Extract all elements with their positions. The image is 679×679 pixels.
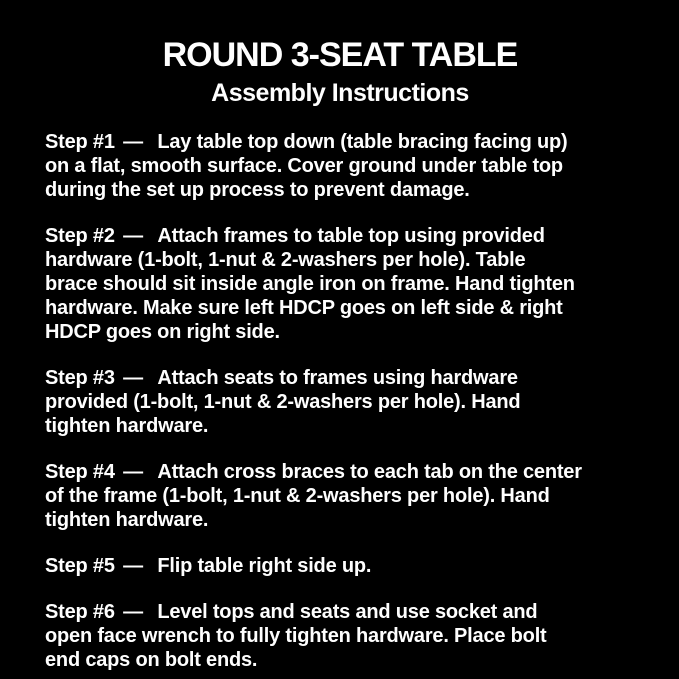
step-text-line: Attach seats to frames using hardware [157,367,518,389]
step-text-line: of the frame (1-bolt, 1-nut & 2-washers per hole). Hand [45,485,550,507]
step-number: Step #3 [45,367,115,389]
step-text-line: Flip table right side up. [157,555,372,577]
page-title: ROUND 3-SEAT TABLE [162,36,518,74]
page-subtitle: Assembly Instructions [211,79,469,107]
step-text-line: during the set up process to prevent damage. [45,179,470,201]
step-text-line: tighten hardware. [45,415,209,437]
step-item-3 [45,366,635,438]
em-dash-separator: — [123,131,143,153]
step-text-line: end caps on bolt ends. [45,649,258,671]
step-item-4 [45,460,635,532]
step-line [45,460,635,484]
em-dash-separator: — [123,225,143,247]
step-number: Step #2 [45,225,115,247]
step-item-6 [45,600,635,672]
em-dash-separator: — [123,367,143,389]
step-text-line: on a flat, smooth surface. Cover ground under table top [45,155,563,177]
step-line [45,224,635,248]
em-dash-separator: — [123,601,143,623]
step-number: Step #4 [45,461,115,483]
step-text-line: hardware. Make sure left HDCP goes on left side & right [45,297,563,319]
step-text-line: Attach frames to table top using provided [157,225,545,247]
step-text-line: open face wrench to fully tighten hardware. Place bolt [45,625,547,647]
step-text-line: tighten hardware. [45,509,209,531]
step-text-line: hardware (1-bolt, 1-nut & 2-washers per hole). Table [45,249,526,271]
step-text-line: Level tops and seats and use socket and [157,601,538,623]
step-item-2 [45,224,635,344]
step-line [45,554,635,578]
step-text-line: brace should sit inside angle iron on frame. Hand tighten [45,273,575,295]
sheet-header [45,38,635,106]
step-line [45,600,635,624]
step-text-line: Lay table top down (table bracing facing up) [157,131,568,153]
step-text-line: HDCP goes on right side. [45,321,280,343]
step-number: Step #5 [45,555,115,577]
step-number: Step #6 [45,601,115,623]
em-dash-separator: — [123,461,143,483]
step-item-5 [45,554,635,578]
step-text-line: Attach cross braces to each tab on the center [157,461,582,483]
steps-list [45,130,635,672]
em-dash-separator: — [123,555,143,577]
step-line [45,130,635,154]
step-text-line: provided (1-bolt, 1-nut & 2-washers per hole). Hand [45,391,521,413]
step-item-1 [45,130,635,202]
step-line [45,366,635,390]
step-number: Step #1 [45,131,115,153]
